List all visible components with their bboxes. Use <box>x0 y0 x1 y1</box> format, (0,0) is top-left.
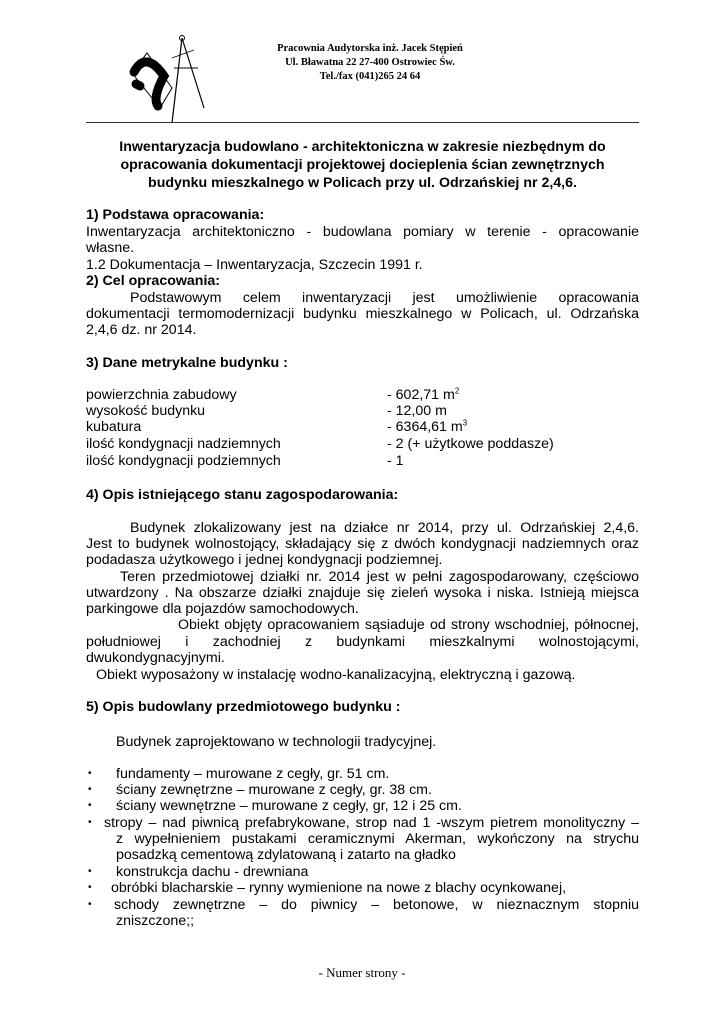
metric-value <box>387 387 459 403</box>
section-2-text-line-1: Podstawowym celem inwentaryzacji jest umożliwienie opracowania <box>130 290 639 306</box>
list-item-line: fundamenty – murowane z cegły, gr. 51 cm. <box>116 766 390 782</box>
section-4-p2-line-3: parkingowe dla pojazdów samochodowych. <box>86 601 359 617</box>
metric-unit-exponent: 2 <box>454 386 460 396</box>
section-2-text-line-3: 2,4,6 dz. nr 2014. <box>86 322 197 338</box>
company-header <box>250 42 490 84</box>
list-item-line: ściany wewnętrzne – murowane z cegły, gr, 12 i 25 cm. <box>116 798 462 814</box>
section-1-heading: 1) Podstawa opracowania: <box>86 207 265 223</box>
header-line-3: Tel./fax (041)265 24 64 <box>319 71 421 82</box>
section-4-p3-line-3: dwukondygnacyjnymi. <box>86 650 225 666</box>
section-3-heading: 3) Dane metrykalne budynku : <box>86 355 288 371</box>
metric-value <box>387 403 447 419</box>
bullet-marker: • <box>88 866 92 877</box>
metric-label: ilość kondygnacji nadziemnych <box>86 436 281 452</box>
list-item-line: ściany zewnętrzne – murowane z cegły, gr. 38 cm. <box>116 782 432 798</box>
bullet-marker: • <box>88 784 92 795</box>
metric-value-text: - 6364,61 m <box>387 419 463 435</box>
metric-unit-exponent: 3 <box>462 418 468 428</box>
section-1-text-line-2: własne. <box>86 240 135 256</box>
header-line-2: Ul. Bławatna 22 27-400 Ostrowiec Św. <box>285 57 455 68</box>
bullet-marker: • <box>88 800 92 811</box>
title-line-2: opracowania dokumentacji projektowej docieplenia ścian zewnętrznych <box>120 157 605 173</box>
section-4-p1-line-2: Jest to budynek wolnostojący, składający się z dwóch kondygnacji nadziemnych oraz <box>86 536 639 552</box>
bullet-marker: • <box>88 817 92 828</box>
section-4-p3-line-2: południowej i zachodniej z budynkami mieszkalnymi wolnostojącymi, <box>86 634 639 650</box>
section-2-heading: 2) Cel opracowania: <box>86 273 221 289</box>
section-1-reference: 1.2 Dokumentacja – Inwentaryzacja, Szczecin 1991 r. <box>86 257 423 273</box>
section-5-intro: Budynek zaprojektowano w technologii tradycyjnej. <box>116 734 437 750</box>
list-item-line: zniszczone;; <box>116 913 195 929</box>
metric-label: powierzchnia zabudowy <box>86 387 237 403</box>
metric-value-text: - 2 (+ użytkowe poddasze) <box>387 436 554 452</box>
metric-label: wysokość budynku <box>86 403 206 419</box>
metric-value <box>387 419 467 435</box>
section-4-p2-line-1: Teren przedmiotowej działki nr. 2014 jest w pełni zagospodarowany, częściowo <box>120 569 639 585</box>
metric-value <box>387 453 404 469</box>
metric-value-text: - 12,00 m <box>387 403 447 419</box>
list-item-line: schody zewnętrzne – do piwnicy – betonowe, w nieznacznym stopniu <box>114 897 639 913</box>
list-item-line: obróbki blacharskie – rynny wymienione na nowe z blachy ocynkowanej, <box>111 880 567 896</box>
header-divider <box>86 122 639 123</box>
metric-label: ilość kondygnacji podziemnych <box>86 453 281 469</box>
section-2-text-line-2: dokumentacji termomodernizacji budynku mieszkalnego w Policach, ul. Odrzańska <box>86 306 639 322</box>
list-item-line: konstrukcja dachu - drewniana <box>116 864 309 880</box>
list-item-line: stropy – nad piwnicą prefabrykowane, strop nad 1 -wszym pietrem monolityczny – <box>104 815 639 831</box>
metric-value <box>387 436 554 452</box>
page-number-footer: - Numer strony - <box>318 965 406 980</box>
metric-value-text: - 602,71 m <box>387 387 455 403</box>
section-4-heading: 4) Opis istniejącego stanu zagospodarowania: <box>86 487 399 503</box>
title-line-1: Inwentaryzacja budowlano - architektoniczna w zakresie niezbędnym do <box>119 139 606 155</box>
title-line-3: budynku mieszkalnego w Policach przy ul. Odrzańskiej nr 2,4,6. <box>148 175 577 191</box>
metric-label: kubatura <box>86 419 142 435</box>
list-item-line: posadzką cementową zdylatowaną i zatarto na gładko <box>116 847 456 863</box>
bullet-marker: • <box>88 768 92 779</box>
section-4-p1-line-3: podadasza użytkowego i jednej kondygnacji podziemnej. <box>86 552 443 568</box>
bullet-marker: • <box>88 899 92 910</box>
section-4-p4: Obiekt wyposażony w instalację wodno-kanalizacyjną, elektryczną i gazową. <box>96 667 576 683</box>
section-1-text-line-1: Inwentaryzacja architektoniczno - budowlana pomiary w terenie - opracowanie <box>86 224 639 240</box>
section-4-p2-line-2: utwardzony . Na obszarze działki znajduje się zieleń wysoka i niska. Istnieją miejsca <box>86 585 639 601</box>
section-4-p3-line-1: Obiekt objęty opracowaniem sąsiaduje od strony wschodniej, północnej, <box>178 617 639 633</box>
bullet-marker: • <box>88 882 92 893</box>
metric-value-text: - 1 <box>387 453 404 469</box>
document-title <box>86 138 639 192</box>
section-5-heading: 5) Opis budowlany przedmiotowego budynku : <box>86 699 401 715</box>
list-item-line: z wypełnieniem pustakami ceramicznymi Akerman, wykończony na strychu <box>116 831 639 847</box>
section-4-p1-line-1: Budynek zlokalizowany jest na działce nr 2014, przy ul. Odrzańskiej 2,4,6. <box>130 520 639 536</box>
header-line-1: Pracownia Audytorska inż. Jacek Stępień <box>277 43 463 54</box>
company-logo <box>112 28 222 128</box>
